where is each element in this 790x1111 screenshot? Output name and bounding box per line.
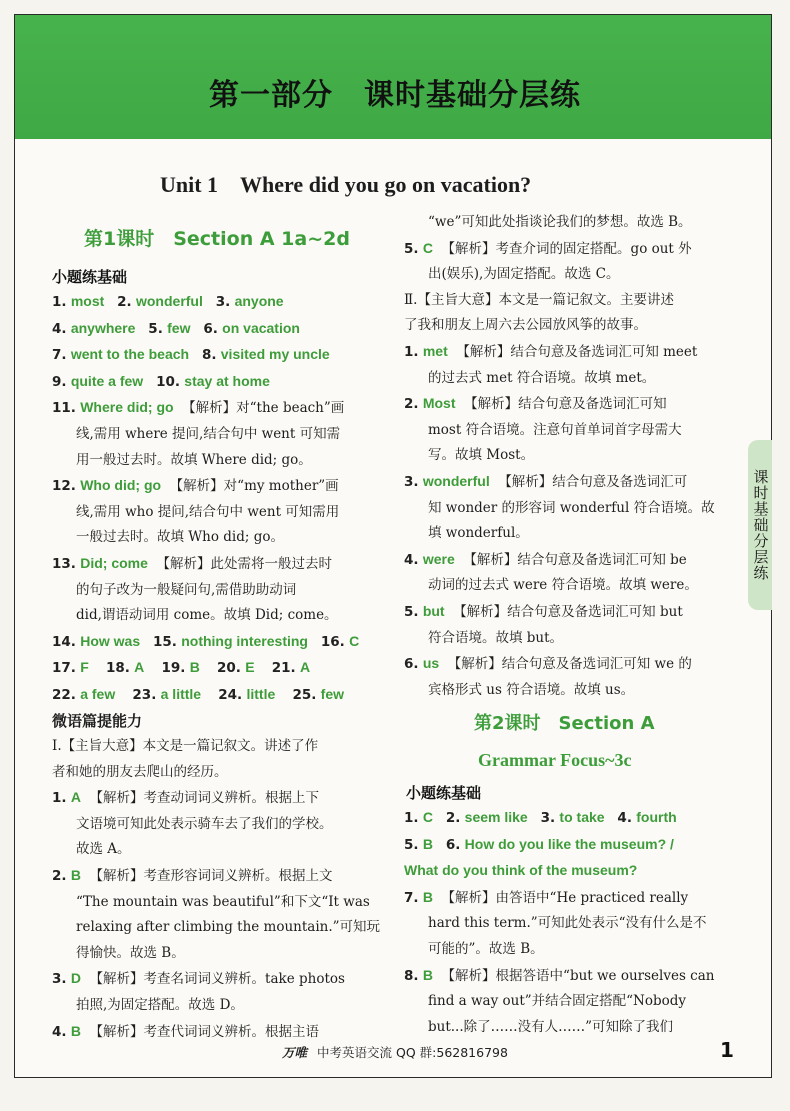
- footer-text: 中考英语交流 QQ 群:562816798: [317, 1045, 508, 1060]
- answer-line: [404, 339, 744, 366]
- question-number: 16.: [320, 633, 345, 650]
- answer: A: [70, 789, 81, 806]
- right-column-lower: [404, 805, 744, 1040]
- section-heading: 小题练基础: [52, 268, 128, 286]
- question-number: 19.: [161, 660, 186, 677]
- explanation: 【解析】考查形容词词义辨析。根据上文: [89, 868, 333, 885]
- footer: [0, 1043, 790, 1061]
- answer: wonderful: [135, 293, 203, 309]
- passage-summary: Ⅱ.【主旨大意】本文是一篇记叙文。主要讲述: [404, 291, 674, 308]
- question-number: 7.: [404, 889, 419, 906]
- answer: met: [422, 342, 448, 359]
- lesson-subtitle: Grammar Focus~3c: [478, 750, 632, 770]
- question-number: 4.: [617, 810, 632, 826]
- answer: E: [245, 659, 255, 676]
- explanation: relaxing after climbing the mountain.”可知玩: [76, 919, 381, 936]
- explanation: 用一般过去时。故填 Where did; go。: [76, 451, 312, 468]
- answer-line: [52, 342, 392, 369]
- question-number: 3.: [540, 810, 556, 826]
- question-number: 15.: [153, 633, 177, 650]
- explanation: 一般过去时。故填 Who did; go。: [76, 529, 284, 546]
- explanation: did,谓语动词用 come。故填 Did; come。: [76, 607, 338, 624]
- explanation: hard this term.”可知此处表示“没有什么是不: [428, 915, 707, 932]
- answer: Who did; go: [80, 477, 162, 494]
- question-number: 1.: [52, 790, 67, 807]
- explanation: “we”可知此处指谈论我们的梦想。故选 B。: [428, 214, 692, 230]
- answer: What do you think of the museum?: [404, 862, 638, 879]
- question-number: 24.: [218, 686, 243, 703]
- answer-line: [404, 885, 744, 912]
- answer-line: [52, 1019, 392, 1046]
- question-number: 6.: [203, 320, 218, 337]
- question-number: 5.: [404, 240, 419, 257]
- part-title: 第一部分 课时基础分层练: [209, 78, 581, 113]
- question-number: 11.: [52, 400, 76, 417]
- answer: most: [70, 293, 105, 309]
- question-number: 7.: [52, 347, 67, 364]
- explanation: 线,需用 who 提问,结合句中 went 可知需用: [76, 503, 340, 520]
- explanation: 【解析】考查名词词义辨析。take photos: [89, 971, 345, 988]
- explanation: 【解析】考查代词词义辨析。根据主语: [89, 1023, 320, 1040]
- explanation: 【解析】由答语中“He practiced really: [441, 889, 689, 906]
- question-number: 2.: [404, 396, 419, 413]
- question-number: 5.: [148, 320, 163, 337]
- answer: B: [422, 966, 433, 983]
- side-tab-label: 课时基础分层练: [751, 469, 770, 581]
- lesson-title: 第1课时 Section A 1a~2d: [84, 228, 350, 250]
- side-tab[interactable]: [748, 440, 772, 610]
- answer: fourth: [636, 809, 677, 825]
- explanation: but...除了……没有人……”可知除了我们: [428, 1018, 674, 1035]
- answer: C: [349, 632, 360, 649]
- answer: Where did; go: [80, 399, 174, 416]
- question-number: 4.: [404, 551, 419, 568]
- answer: B: [422, 835, 433, 852]
- explanation: 【解析】结合句意及备选词汇可知 we 的: [447, 656, 692, 673]
- question-number: 2.: [445, 810, 461, 826]
- answer: B: [70, 867, 81, 884]
- question-number: 23.: [132, 686, 157, 703]
- explanation: 动词的过去式 were 符合语境。故填 were。: [428, 577, 698, 594]
- answer: seem like: [464, 809, 528, 825]
- explanation: 线,需用 where 提问,结合句中 went 可知需: [76, 425, 341, 442]
- explanation: “The mountain was beautiful”和下文“It was: [76, 893, 370, 910]
- question-number: 10.: [156, 373, 180, 390]
- lesson-title: 第2课时 Section A: [474, 713, 655, 734]
- explanation: 【解析】结合句意及备选词汇可知 but: [453, 603, 683, 620]
- explanation: most 符合语境。注意句首单词首字母需大: [428, 421, 682, 438]
- answer-line: [404, 805, 744, 832]
- question-number: 1.: [404, 343, 419, 360]
- question-number: 14.: [52, 633, 76, 650]
- answer-line: [52, 863, 392, 890]
- answer: a little: [160, 685, 202, 702]
- left-column: [52, 289, 392, 1045]
- answer: How was: [80, 632, 141, 649]
- answer: went to the beach: [70, 346, 190, 363]
- answer-line: [52, 785, 392, 812]
- answer-line: [52, 289, 392, 316]
- answer-line: [404, 599, 744, 626]
- answer: on vacation: [222, 319, 300, 336]
- answer-line: [52, 551, 392, 578]
- answer: F: [80, 659, 89, 676]
- question-number: 20.: [216, 660, 241, 677]
- answer: Did; come: [80, 554, 148, 571]
- explanation: 拍照,为固定搭配。故选 D。: [76, 997, 244, 1014]
- answer-line: [52, 369, 392, 396]
- answer-line: [404, 832, 744, 859]
- explanation: 【解析】对“my mother”画: [169, 478, 339, 495]
- question-number: 5.: [404, 603, 419, 620]
- explanation: 【解析】根据答语中“but we ourselves can: [441, 967, 715, 984]
- question-number: 3.: [215, 294, 231, 310]
- answer-line: [404, 858, 744, 885]
- answer-line: [404, 963, 744, 990]
- explanation: 【解析】结合句意及备选词汇可知 be: [463, 551, 687, 568]
- question-number: 12.: [52, 478, 76, 495]
- explanation: 符合语境。故填 but。: [428, 629, 564, 646]
- explanation: 【解析】此处需将一般过去时: [156, 555, 332, 572]
- question-number: 9.: [52, 373, 67, 390]
- answer: B: [70, 1022, 81, 1039]
- page-number: 1: [720, 1038, 734, 1062]
- answer-line: [404, 547, 744, 574]
- answer: B: [422, 888, 433, 905]
- answer-line: [404, 469, 744, 496]
- question-number: 6.: [404, 656, 419, 673]
- answer: to take: [559, 809, 605, 825]
- explanation: 【解析】对“the beach”画: [182, 400, 345, 417]
- question-number: 2.: [52, 868, 67, 885]
- unit-title: Unit 1 Where did you go on vacation?: [160, 172, 532, 197]
- answer: stay at home: [184, 372, 270, 389]
- question-number: 4.: [52, 320, 67, 337]
- explanation: 写。故填 Most。: [428, 447, 535, 464]
- explanation: 故选 A。: [76, 841, 131, 858]
- answer: D: [70, 970, 81, 987]
- question-number: 2.: [117, 294, 132, 310]
- answer: visited my uncle: [220, 346, 330, 363]
- question-number: 18.: [105, 660, 130, 677]
- answer: us: [422, 655, 440, 672]
- question-number: 1.: [404, 810, 419, 826]
- explanation: 可能的”。故选 B。: [428, 940, 544, 957]
- question-number: 5.: [404, 836, 419, 853]
- explanation: 文语境可知此处表示骑车去了我们的学校。: [76, 815, 333, 832]
- question-number: 21.: [271, 660, 296, 677]
- answer: few: [167, 319, 191, 336]
- explanation: 填 wonderful。: [428, 525, 529, 542]
- answer: were: [422, 550, 455, 567]
- question-number: 6.: [445, 836, 461, 853]
- answer: A: [299, 659, 311, 676]
- explanation: 知 wonder 的形容词 wonderful 符合语境。故: [428, 499, 715, 516]
- answer: How do you like the museum? /: [464, 835, 674, 852]
- answer: B: [189, 659, 200, 676]
- explanation: 宾格形式 us 符合语境。故填 us。: [428, 681, 635, 698]
- explanation: 【解析】结合句意及备选词汇可: [498, 473, 688, 490]
- explanation: find a way out”并结合固定搭配“Nobody: [428, 993, 687, 1010]
- passage-summary: 了我和朋友上周六去公园放风筝的故事。: [404, 317, 647, 334]
- answer-line: [404, 236, 744, 263]
- answer: little: [246, 685, 276, 702]
- answer: a few: [80, 685, 116, 702]
- answer: few: [320, 685, 344, 702]
- answer: anyone: [234, 293, 284, 309]
- question-number: 13.: [52, 555, 76, 572]
- answer: quite a few: [70, 372, 144, 389]
- answer-line: [52, 316, 392, 343]
- brand-logo: 万唯: [282, 1045, 308, 1060]
- answer: nothing interesting: [181, 632, 308, 649]
- explanation: 【解析】考查介词的固定搭配。go out 外: [441, 240, 692, 257]
- question-number: 1.: [52, 294, 67, 310]
- explanation: 得愉快。故选 B。: [76, 944, 185, 961]
- answer: but: [422, 602, 445, 619]
- answer: wonderful: [422, 472, 490, 489]
- question-number: 25.: [292, 686, 317, 703]
- answer-line: [52, 473, 392, 500]
- question-number: 3.: [52, 971, 67, 988]
- answer: C: [422, 239, 433, 256]
- explanation: 出(娱乐),为固定搭配。故选 C。: [428, 266, 620, 283]
- section-heading: 小题练基础: [406, 784, 482, 802]
- explanation: 【解析】考查动词词义辨析。根据上下: [89, 790, 320, 807]
- answer: Most: [422, 395, 456, 412]
- answer: C: [422, 809, 433, 825]
- explanation: 的句子改为一般疑问句,需借助助动词: [76, 581, 297, 598]
- answer: anywhere: [70, 319, 136, 336]
- explanation: 【解析】结合句意及备选词汇可知 meet: [456, 343, 698, 360]
- answer: A: [134, 659, 145, 676]
- question-number: 22.: [52, 686, 76, 703]
- answer-line: [52, 395, 392, 422]
- answer-line: [52, 655, 392, 682]
- explanation: 的过去式 met 符合语境。故填 met。: [428, 369, 656, 386]
- question-number: 8.: [201, 347, 217, 364]
- question-number: 4.: [52, 1023, 67, 1040]
- answer-line: [52, 682, 392, 709]
- question-number: 8.: [404, 967, 419, 984]
- answer-line: [52, 966, 392, 993]
- answer-line: [404, 651, 744, 678]
- passage-summary: 者和她的朋友去爬山的经历。: [52, 763, 228, 780]
- explanation: 【解析】结合句意及备选词汇可知: [464, 396, 667, 413]
- question-number: 17.: [52, 660, 76, 677]
- answer-line: [52, 629, 392, 656]
- passage-summary: Ⅰ.【主旨大意】本文是一篇记叙文。讲述了作: [52, 738, 319, 755]
- section-heading: 微语篇提能力: [52, 711, 143, 730]
- answer-line: [404, 391, 744, 418]
- question-number: 3.: [404, 473, 419, 490]
- right-column: [404, 210, 744, 703]
